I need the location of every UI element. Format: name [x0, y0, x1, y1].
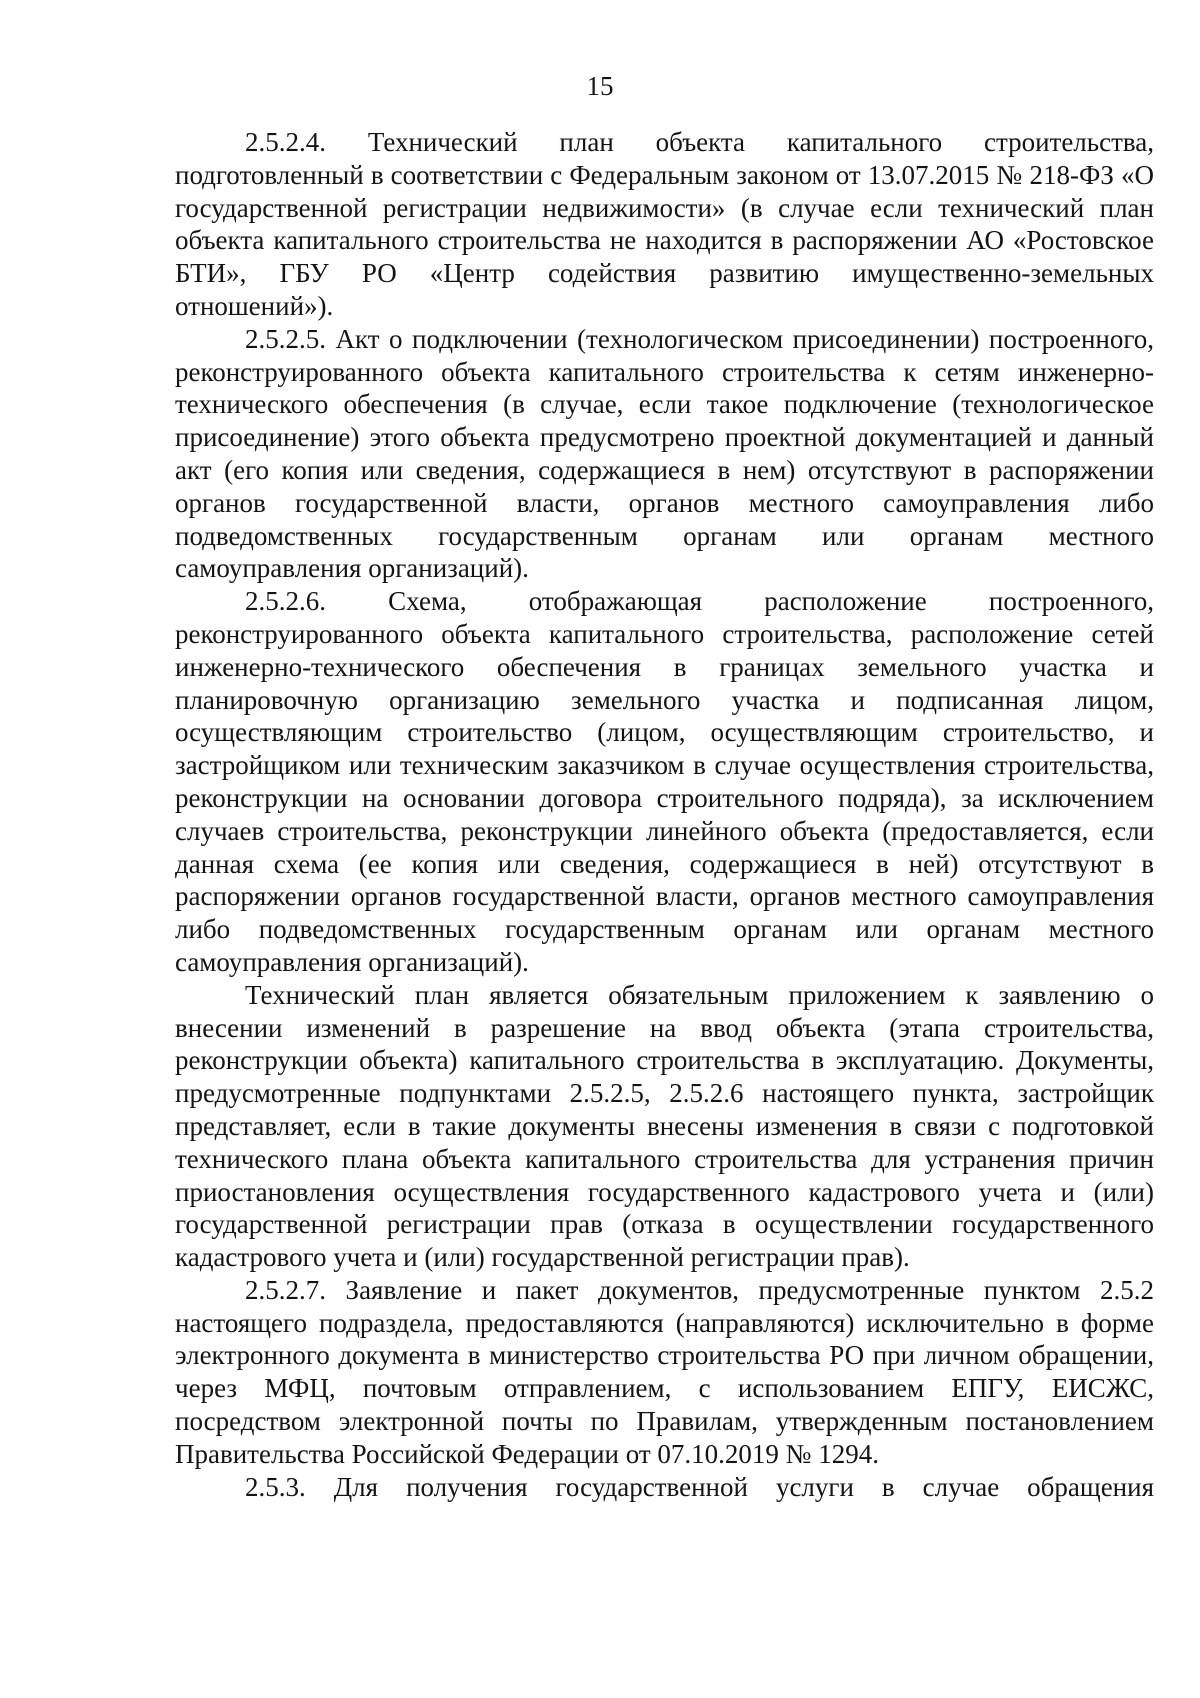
paragraph-technical-plan: Технический план является обязательным приложением к заявлению о внесении изменений в разрешение на ввод объекта (этапа строительства, реконструкции объекта) капитального строительства в эксплуатацию. Документы, предусмотренные подпунктами 2.5.2.5, 2.5.2.6 настоящего пункта, застройщик представляет, если в такие документы внесены изменения в связи с подготовкой технического плана объекта капитального строительства для устранения причин приостановления осуществления государственного кадастрового учета и (или) государственной регистрации прав (отказа в осуществлении государственного кадастрового учета и (или) государственной регистрации прав). — [175, 979, 1154, 1273]
document-body — [175, 126, 1154, 1503]
paragraph-2-5-3: 2.5.3. Для получения государственной услуги в случае обращения — [245, 1471, 1154, 1502]
paragraph-2-5-2-6: 2.5.2.6. Схема, отображающая расположение построенного, реконструированного объекта капитального строительства, расположение сетей инженерно-технического обеспечения в границах земельного участка и планировочную организацию земельного участка и подписанная лицом, осуществляющим строительство (лицом, осуществляющим строительство, и застройщиком или техническим заказчиком в случае осуществления строительства, реконструкции на основании договора строительного подряда), за исключением случаев строительства, реконструкции линейного объекта (предоставляется, если данная схема (ее копия или сведения, содержащиеся в ней) отсутствуют в распоряжении органов государственной власти, органов местного самоуправления либо подведомственных государственным органам или органам местного самоуправления организаций). — [175, 586, 1154, 977]
page-number: 15 — [586, 71, 614, 101]
paragraph-2-5-2-5: 2.5.2.5. Акт о подключении (технологическом присоединении) построенного, реконструированного объекта капитального строительства к сетям инженерно-технического обеспечения (в случае, если такое подключение (технологическое присоединение) этого объекта предусмотрено проектной документацией и данный акт (его копия или сведения, содержащиеся в нем) отсутствуют в распоряжении органов государственной власти, органов местного самоуправления либо подведомственных государственным органам или органам местного самоуправления организаций). — [175, 323, 1154, 584]
paragraph-2-5-2-7: 2.5.2.7. Заявление и пакет документов, предусмотренные пунктом 2.5.2 настоящего подраздела, предоставляются (направляются) исключительно в форме электронного документа в министерство строительства РО при личном обращении, через МФЦ, почтовым отправлением, с использованием ЕПГУ, ЕИСЖС, посредством электронной почты по Правилам, утвержденным постановлением Правительства Российской Федерации от 07.10.2019 № 1294. — [175, 1274, 1154, 1469]
paragraph-2-5-2-4: 2.5.2.4. Технический план объекта капитального строительства, подготовленный в соответствии с Федеральным законом от 13.07.2015 № 218-ФЗ «О государственной регистрации недвижимости» (в случае если технический план объекта капитального строительства не находится в распоряжении АО «Ростовское БТИ», ГБУ РО «Центр содействия развитию имущественно-земельных отношений»). — [175, 127, 1154, 321]
